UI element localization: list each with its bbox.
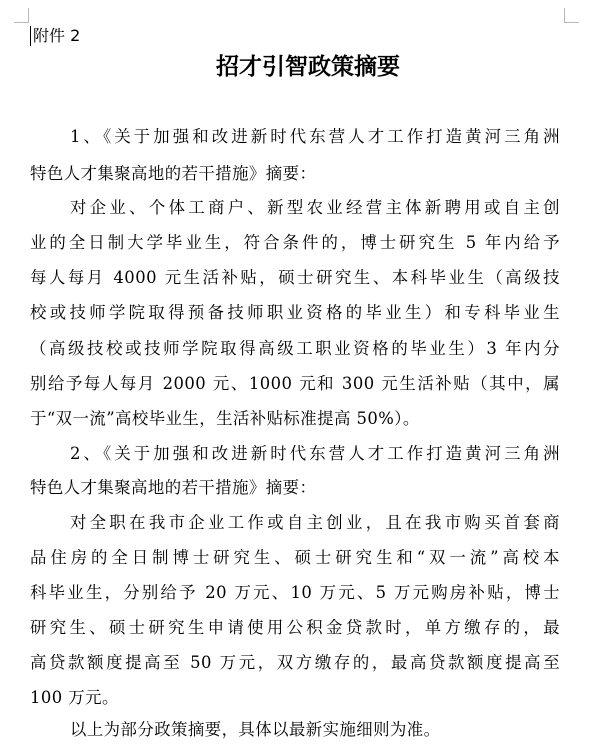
- paragraph-2-line-6: 100 万元。: [30, 688, 119, 707]
- section-1-heading-line-2: 特色人才集聚高地的若干措施》摘要：: [30, 164, 317, 183]
- paragraph-1-line-7: 于“双一流”高校毕业生，生活补贴标准提高 50%）。: [30, 409, 420, 428]
- closing-note: 以上为部分政策摘要，具体以最新实施细则为准。: [70, 720, 441, 739]
- paragraph-2-line-1: 对全职在我市企业工作或自主创业，且在我市购买首套商: [70, 513, 560, 532]
- paragraph-2-line-4: 研究生、硕士研究生申请使用公积金贷款时，单方缴存的，最: [30, 618, 560, 637]
- crop-mark-top-right: [564, 8, 579, 23]
- paragraph-1-line-4: 校或技师学院取得预备技师职业资格的毕业生）和专科毕业生: [30, 303, 560, 322]
- paragraph-1-line-1: 对企业、个体工商户、新型农业经营主体新聘用或自主创: [70, 198, 560, 217]
- paragraph-2-line-2: 品住房的全日制博士研究生、硕士研究生和“双一流”高校本: [30, 548, 560, 567]
- section-1-heading-line-1: 1、《关于加强和改进新时代东营人才工作打造黄河三角洲: [70, 127, 560, 146]
- text-cursor: [30, 26, 31, 46]
- paragraph-1-line-2: 业的全日制大学毕业生，符合条件的，博士研究生 5 年内给予: [30, 233, 560, 252]
- section-2-heading-line-2: 特色人才集聚高地的若干措施》摘要：: [30, 478, 317, 497]
- crop-mark-top-left: [14, 8, 29, 23]
- paragraph-1-line-5: （高级技校或技师学院取得高级工职业资格的毕业生）3 年内分: [30, 339, 560, 358]
- paragraph-2-line-5: 高贷款额度提高至 50 万元，双方缴存的，最高贷款额度提高至: [30, 653, 560, 672]
- section-2-heading-line-1: 2、《关于加强和改进新时代东营人才工作打造黄河三角洲: [70, 444, 560, 463]
- paragraph-1-line-6: 别给予每人每月 2000 元、1000 元和 300 元生活补贴（其中，属: [30, 374, 560, 393]
- document-title: 招才引智政策摘要: [216, 54, 400, 80]
- paragraph-2-line-3: 科毕业生，分别给予 20 万元、10 万元、5 万元购房补贴，博士: [30, 583, 560, 602]
- attachment-label: 附件 2: [33, 26, 81, 45]
- paragraph-1-line-3: 每人每月 4000 元生活补贴，硕士研究生、本科毕业生（高级技: [30, 268, 560, 287]
